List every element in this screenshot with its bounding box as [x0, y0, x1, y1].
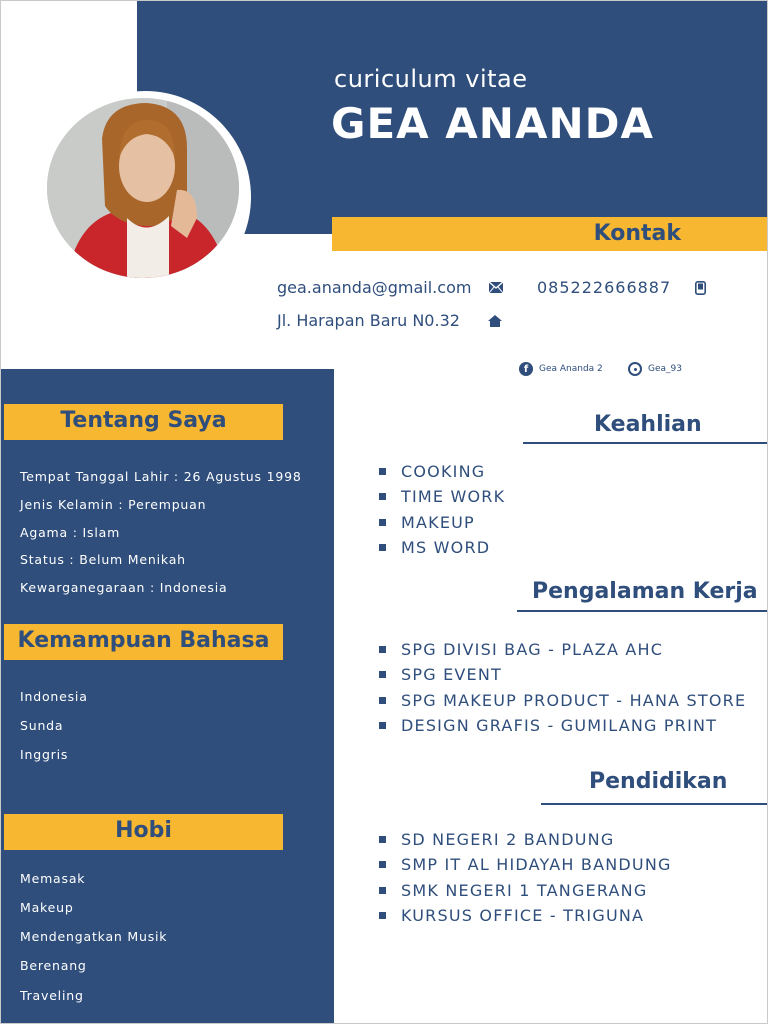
- hobby-item: Traveling: [20, 988, 84, 1003]
- education-divider: [541, 803, 767, 805]
- bullet-icon: [379, 671, 386, 678]
- envelope-icon: [489, 282, 503, 293]
- phone-icon: [695, 281, 706, 295]
- contact-heading: Kontak: [593, 221, 681, 246]
- education-item: SD NEGERI 2 BANDUNG: [379, 830, 614, 849]
- bullet-icon: [379, 468, 386, 475]
- skills-heading: Keahlian: [594, 412, 702, 437]
- contact-heading-bar: [332, 217, 767, 251]
- education-heading: Pendidikan: [589, 769, 728, 794]
- experience-item: SPG EVENT: [379, 665, 502, 684]
- experience-item: SPG MAKEUP PRODUCT - HANA STORE: [379, 691, 746, 710]
- bullet-icon: [379, 697, 386, 704]
- experience-item: DESIGN GRAFIS - GUMILANG PRINT: [379, 716, 717, 735]
- about-heading: Tentang Saya: [60, 408, 227, 433]
- hobby-item: Mendengatkan Musik: [20, 929, 168, 944]
- about-item-birth: Tempat Tanggal Lahir : 26 Agustus 1998: [20, 469, 302, 484]
- bullet-icon: [379, 861, 386, 868]
- facebook-handle: Gea Ananda 2: [539, 364, 603, 374]
- experience-item: SPG DIVISI BAG - PLAZA AHC: [379, 640, 663, 659]
- facebook-link[interactable]: [519, 362, 603, 376]
- bullet-icon: [379, 519, 386, 526]
- skill-item: MAKEUP: [379, 513, 475, 532]
- phone-text[interactable]: 085222666887: [537, 278, 672, 297]
- bullet-icon: [379, 493, 386, 500]
- about-item-gender: Jenis Kelamin : Perempuan: [20, 497, 207, 512]
- language-item: Sunda: [20, 718, 64, 733]
- education-item: KURSUS OFFICE - TRIGUNA: [379, 906, 644, 925]
- languages-heading: Kemampuan Bahasa: [17, 628, 270, 653]
- about-item-nationality: Kewarganegaraan : Indonesia: [20, 580, 228, 595]
- bullet-icon: [379, 887, 386, 894]
- education-item: SMP IT AL HIDAYAH BANDUNG: [379, 855, 672, 874]
- skill-item: TIME WORK: [379, 487, 505, 506]
- email-text[interactable]: gea.ananda@gmail.com: [277, 278, 472, 297]
- instagram-handle: Gea_93: [648, 364, 682, 374]
- skills-divider: [523, 442, 767, 444]
- bullet-icon: [379, 722, 386, 729]
- person-name: GEA ANANDA: [331, 99, 654, 148]
- language-item: Inggris: [20, 747, 69, 762]
- bullet-icon: [379, 836, 386, 843]
- home-icon: [488, 315, 502, 327]
- experience-divider: [517, 610, 767, 612]
- education-item: SMK NEGERI 1 TANGERANG: [379, 881, 647, 900]
- skill-item: COOKING: [379, 462, 485, 481]
- about-item-religion: Agama : Islam: [20, 525, 121, 540]
- document-subtitle: curiculum vitae: [334, 65, 528, 93]
- languages-heading-bar: [4, 624, 283, 660]
- about-heading-bar: [4, 404, 283, 440]
- about-item-status: Status : Belum Menikah: [20, 552, 186, 567]
- address-text: Jl. Harapan Baru N0.32: [277, 311, 460, 330]
- hobby-item: Memasak: [20, 871, 86, 886]
- profile-photo: [47, 98, 239, 278]
- hobbies-heading: Hobi: [115, 818, 172, 843]
- bullet-icon: [379, 646, 386, 653]
- skill-item: MS WORD: [379, 538, 490, 557]
- instagram-icon: [628, 362, 642, 376]
- hobby-item: Makeup: [20, 900, 74, 915]
- hobby-item: Berenang: [20, 958, 87, 973]
- bullet-icon: [379, 912, 386, 919]
- experience-heading: Pengalaman Kerja: [532, 579, 758, 604]
- bullet-icon: [379, 544, 386, 551]
- facebook-icon: f: [519, 362, 533, 376]
- hobbies-heading-bar: [4, 814, 283, 850]
- language-item: Indonesia: [20, 689, 88, 704]
- instagram-link[interactable]: [628, 362, 682, 376]
